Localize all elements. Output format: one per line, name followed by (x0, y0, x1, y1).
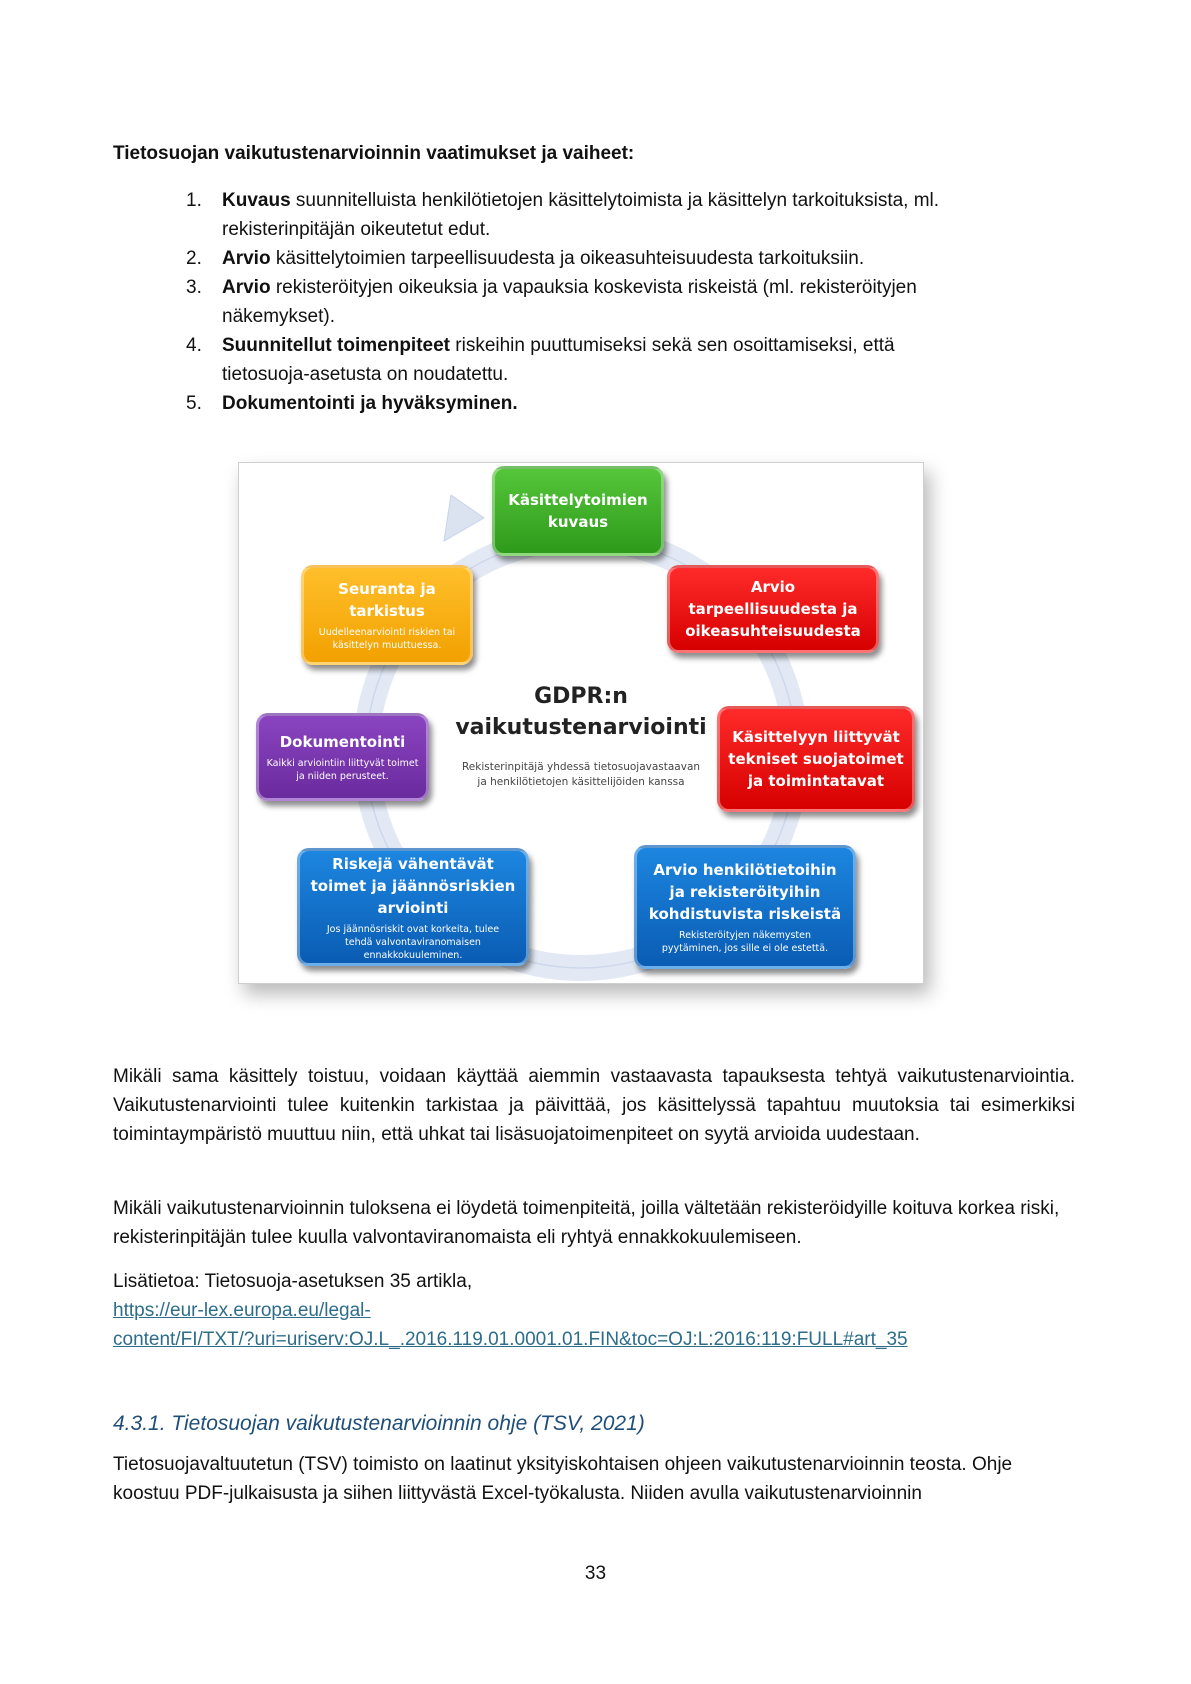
diagram-center-subtitle: Rekisterinpitäjä yhdessä tietosuojavastaavan ja henkilötietojen käsittelijöiden kanssa (461, 761, 701, 788)
list-item-bold: Suunnitellut toimenpiteet (222, 335, 450, 356)
gdpr-cycle-diagram (238, 462, 924, 984)
box-tekniset-suojatoimet (717, 706, 915, 812)
box-title: Riskejä vähentävät toimet ja jäännösriskien arviointi (310, 854, 516, 917)
list-number: 1. (186, 190, 202, 211)
list-item-text: käsittelytoimien tarpeellisuudesta ja oikeasuhteisuudesta tarkoituksiin. (270, 248, 865, 269)
box-title: Arvio tarpeellisuudesta ja oikeasuhteisuudesta (685, 578, 861, 640)
paragraph-repeat-processing: Mikäli sama käsittely toistuu, voidaan käyttää aiemmin vastaavasta tapauksesta tehtyä vaikutustenarviointia. Vaikutustenarviointi tulee kuitenkin tarkistaa ja päivittää, jos käsittelyssä tapahtuu muutoksia tai esimerkiksi toimintaympäristö muuttuu niin, että uhkat tai lisäsuojatoimenpiteet on syytä arvioida uudestaan. (113, 1066, 1075, 1145)
box-title: Dokumentointi (279, 733, 406, 751)
paragraph-prior-consultation: Mikäli vaikutustenarvioinnin tuloksena ei löydetä toimenpiteitä, joilla vältetään rekisteröidyille koituva korkea riski, rekisterinpitäjän tulee kuulla valvontaviranomaista eli ryhtyä ennakkokuulemiseen. (113, 1198, 1060, 1248)
center-title-line1: GDPR:n (534, 684, 628, 709)
more-info-label: Lisätietoa: Tietosuoja-asetuksen 35 artikla, (113, 1271, 473, 1292)
box-arvio-tarpeellisuudesta (667, 565, 879, 653)
box-title: Arvio henkilötietoihin ja rekisteröityihin kohdistuvista riskeistä (648, 861, 842, 923)
box-dokumentointi (256, 713, 429, 801)
cycle-arrow-head (444, 495, 484, 541)
list-item-text: rekisteröityjen oikeuksia ja vapauksia koskevista riskeistä (ml. rekisteröityjen (270, 277, 917, 298)
list-number: 3. (186, 277, 202, 298)
diagram-center-title (439, 681, 723, 743)
box-arvio-riskeista (634, 845, 856, 969)
list-item-text-cont: tietosuoja-asetusta on noudatettu. (222, 364, 509, 385)
list-item (178, 331, 1078, 389)
list-number: 5. (186, 393, 202, 414)
subsection-heading: 4.3.1. Tietosuojan vaikutustenarvioinnin ohje (TSV, 2021) (113, 1412, 645, 1435)
list-item-text-cont: näkemykset). (222, 306, 335, 327)
list-item (178, 389, 1078, 418)
box-subtitle: Uudelleenarviointi riskien tai käsittelyn muuttuessa. (318, 627, 456, 651)
list-item-bold: Arvio (222, 248, 271, 269)
box-title: Käsittelyyn liittyvät tekniset suojatoimet ja toimintatavat (728, 728, 904, 790)
box-kasittelytoimien-kuvaus (492, 466, 664, 556)
box-title: Käsittelytoimien kuvaus (508, 491, 648, 531)
list-item-bold: Dokumentointi ja hyväksyminen. (222, 393, 518, 414)
paragraph-more-info (113, 1267, 1075, 1354)
list-item (178, 244, 1078, 273)
eur-lex-link[interactable] (113, 1300, 908, 1350)
box-subtitle: Kaikki arviointiin liittyvät toimet ja niiden perusteet. (266, 758, 419, 782)
list-number: 2. (186, 248, 202, 269)
box-subtitle: Rekisteröityjen näkemysten pyytäminen, jos sille ei ole estettä. (661, 930, 829, 954)
section-heading: Tietosuojan vaikutustenarvioinnin vaatimukset ja vaiheet: (113, 143, 635, 164)
link-line1[interactable]: https://eur-lex.europa.eu/legal- (113, 1300, 371, 1321)
box-seuranta-ja-tarkistus (301, 565, 473, 665)
list-item-bold: Kuvaus (222, 190, 291, 211)
center-title-line2: vaikutustenarviointi (455, 715, 707, 740)
link-line2[interactable]: content/FI/TXT/?uri=uriserv:OJ.L_.2016.119.01.0001.01.FIN&toc=OJ:L:2016:119:FULL#art_35 (113, 1329, 908, 1350)
page-number: 33 (584, 1563, 607, 1584)
list-item (178, 186, 1078, 244)
paragraph-tsv-guide: Tietosuojavaltuutetun (TSV) toimisto on laatinut yksityiskohtaisen ohjeen vaikutustenarvioinnin teosta. Ohje koostuu PDF-julkaisusta ja siihen liittyvästä Excel-työkalusta. Niiden avulla vaikutustenarvioinnin (113, 1454, 1013, 1504)
box-title: Seuranta ja tarkistus (338, 580, 436, 620)
list-item-text: suunnitelluista henkilötietojen käsittelytoimista ja käsittelyn tarkoituksista, ml. (290, 190, 940, 211)
requirements-list (178, 186, 1078, 418)
list-item-text: riskeihin puuttumiseksi sekä sen osoittamiseksi, että (450, 335, 895, 356)
list-item-text-cont: rekisterinpitäjän oikeutetut edut. (222, 219, 491, 240)
list-item-bold: Arvio (222, 277, 271, 298)
box-subtitle: Jos jäännösriskit ovat korkeita, tulee tehdä valvontaviranomaisen ennakkokuuleminen. (326, 923, 500, 961)
list-item (178, 273, 1078, 331)
list-number: 4. (186, 335, 202, 356)
box-riskeja-vahentavat-toimet (297, 848, 529, 966)
